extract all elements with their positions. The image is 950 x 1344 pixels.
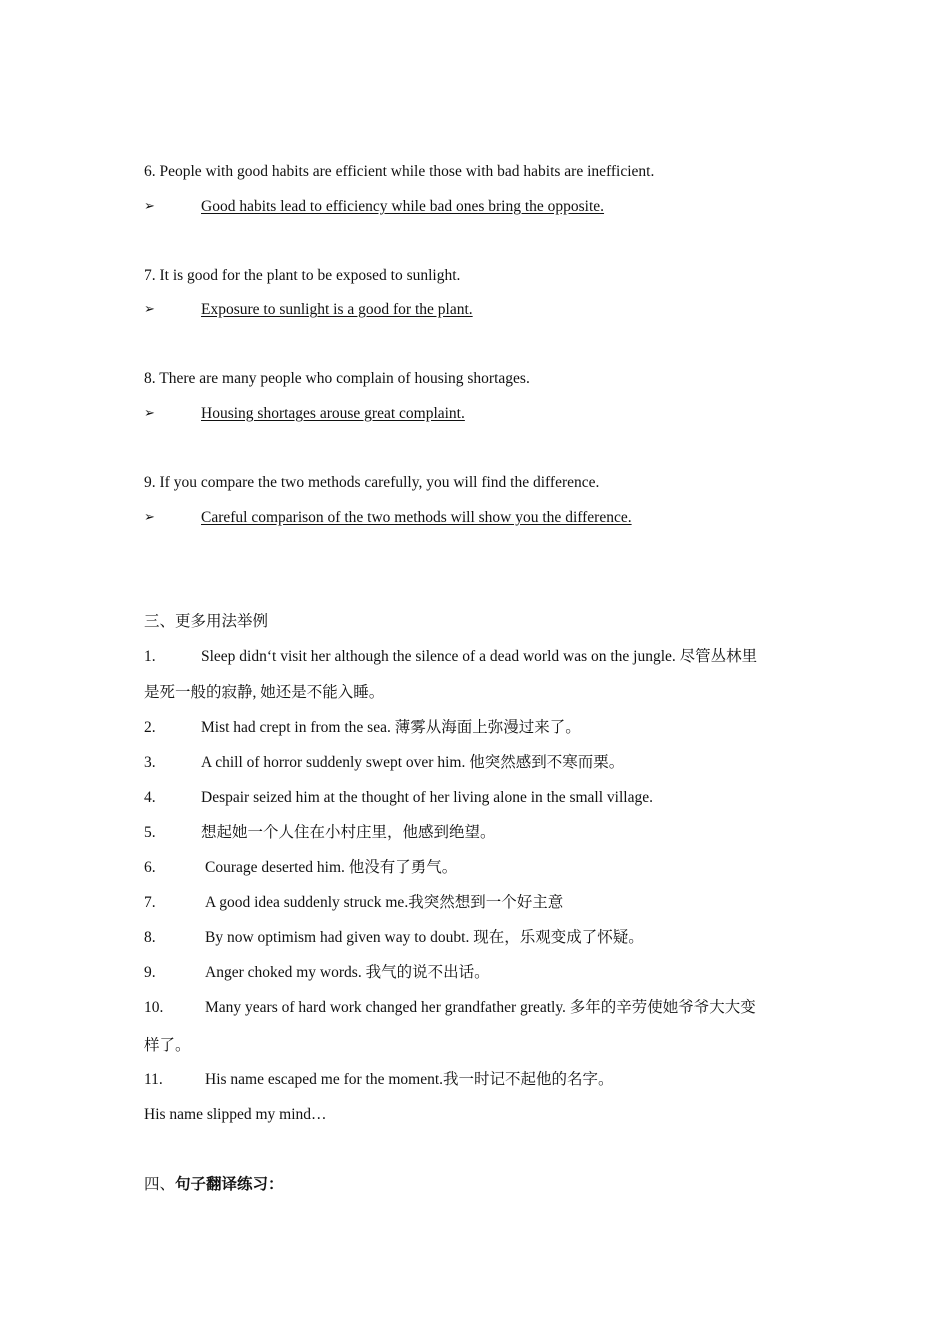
example-text: Anger choked my words. 我气的说不出话。 [205,964,490,981]
section-4-heading [144,1175,284,1195]
arrow-bullet-icon: ➢ [144,510,155,525]
example-continuation: 样了。 [144,1037,191,1054]
example-number: 1. [144,648,156,665]
arrow-bullet-icon: ➢ [144,302,155,317]
exercise-8-question: 8. There are many people who complain of housing shortages. [144,370,530,387]
section-4-title: 句子翻译练习： [175,1176,284,1193]
example-text: Courage deserted him. 他没有了勇气。 [205,859,458,876]
arrow-bullet-icon: ➢ [144,199,155,214]
example-text: Despair seized him at the thought of her living alone in the small village. [201,789,653,806]
example-extra-line: His name slipped my mind… [144,1106,327,1123]
example-text: His name escaped me for the moment.我一时记不起他的名字。 [205,1071,614,1088]
example-number: 4. [144,789,156,806]
example-text: Sleep didn‘t visit her although the silence of a dead world was on the jungle. 尽管丛林里 [201,648,758,665]
example-text: Mist had crept in from the sea. 薄雾从海面上弥漫过来了。 [201,719,581,736]
example-text: A chill of horror suddenly swept over him. 他突然感到不寒而栗。 [201,754,625,771]
example-number: 8. [144,929,156,946]
example-number: 2. [144,719,156,736]
example-text: By now optimism had given way to doubt. 现在，乐观变成了怀疑。 [205,929,644,946]
exercise-7-answer: Exposure to sunlight is a good for the plant. [201,301,473,318]
exercise-9-answer: Careful comparison of the two methods will show you the difference. [201,509,632,526]
example-number: 11. [144,1071,163,1088]
section-4-prefix: 四、 [144,1176,176,1193]
example-number: 7. [144,894,156,911]
exercise-6-answer: Good habits lead to efficiency while bad ones bring the opposite. [201,198,605,215]
exercise-8-answer: Housing shortages arouse great complaint. [201,405,465,422]
arrow-bullet-icon: ➢ [144,406,155,421]
example-number: 5. [144,824,156,841]
section-3-heading: 三、更多用法举例 [144,613,269,630]
example-number: 9. [144,964,156,981]
example-text: A good idea suddenly struck me.我突然想到一个好主意 [205,894,564,911]
example-text: Many years of hard work changed her grandfather greatly. 多年的辛劳使她爷爷大大变 [205,999,756,1016]
example-number: 3. [144,754,156,771]
exercise-6-question: 6. People with good habits are efficient while those with bad habits are inefficient. [144,163,655,180]
example-number: 10. [144,999,164,1016]
example-text: 想起她一个人住在小村庄里，他感到绝望。 [201,824,496,841]
exercise-7-question: 7. It is good for the plant to be exposed to sunlight. [144,267,461,284]
example-continuation: 是死一般的寂静, 她还是不能入睡。 [144,684,385,701]
example-number: 6. [144,859,156,876]
exercise-9-question: 9. If you compare the two methods carefully, you will find the difference. [144,474,600,491]
